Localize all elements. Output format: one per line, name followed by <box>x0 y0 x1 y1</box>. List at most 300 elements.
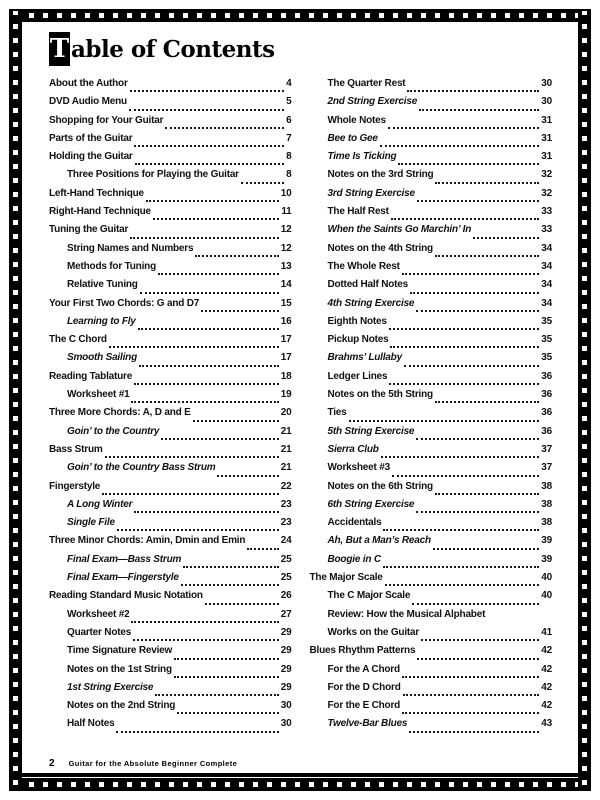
toc-entry <box>310 627 553 645</box>
toc-entry <box>49 169 292 187</box>
toc-entry-page: 33 <box>541 206 552 218</box>
toc-entry <box>49 407 292 425</box>
toc-dot-leader <box>390 346 539 348</box>
toc-entry-label: The C Chord <box>49 334 107 346</box>
toc-entry-label: The Quarter Rest <box>327 78 406 89</box>
toc-dot-leader <box>391 218 539 220</box>
toc-entry <box>310 444 553 462</box>
toc-entry <box>310 334 553 352</box>
toc-entry <box>49 243 292 261</box>
toc-entry <box>49 261 292 279</box>
toc-dot-leader <box>389 383 539 385</box>
toc-dot-leader <box>381 456 540 458</box>
toc-entry-page: 38 <box>541 480 552 492</box>
toc-entry-page: 14 <box>280 279 292 291</box>
toc-entry-label: Bee to Gee <box>327 132 378 144</box>
toc-entry <box>310 133 553 151</box>
toc-entry-label: Reading Tablature <box>49 370 133 382</box>
toc-entry-page: 30 <box>280 700 292 712</box>
toc-entry-page: 4 <box>286 78 292 89</box>
toc-dot-leader <box>435 493 539 495</box>
toc-entry-label: For the E Chord <box>327 700 401 712</box>
toc-dot-leader <box>134 383 279 385</box>
toc-dot-leader <box>412 603 539 605</box>
toc-entry-page: 23 <box>280 498 292 510</box>
toc-dot-leader <box>134 511 279 513</box>
toc-entry <box>310 279 553 297</box>
toc-entry-page: 23 <box>280 517 292 529</box>
toc-entry <box>310 609 553 627</box>
toc-entry <box>49 462 292 480</box>
toc-entry <box>49 206 292 224</box>
toc-entry-label: Notes on the 5th String <box>327 389 433 401</box>
toc-entry-page: 31 <box>541 132 552 144</box>
toc-entry <box>49 682 292 700</box>
toc-dot-leader <box>389 328 540 330</box>
film-border-bottom <box>9 778 591 791</box>
toc-entry-page: 7 <box>286 132 292 144</box>
toc-entry-label: Bass Strum <box>49 443 103 455</box>
toc-entry <box>310 169 553 187</box>
toc-entry <box>310 352 553 370</box>
toc-entry <box>310 682 553 700</box>
toc-entry-label: Goin’ to the Country <box>67 425 160 437</box>
toc-entry-label: Notes on the 4th String <box>327 242 433 254</box>
toc-entry <box>310 645 553 663</box>
toc-entry-page: 32 <box>541 187 552 199</box>
toc-entry-label: Boogie in C <box>327 553 381 565</box>
toc-dot-leader <box>183 566 279 568</box>
toc-dot-leader <box>402 712 539 714</box>
toc-dot-leader <box>102 493 279 495</box>
toc-entry-page: 18 <box>280 370 292 382</box>
toc-entry <box>310 206 553 224</box>
toc-entry <box>49 389 292 407</box>
toc-entry-page: 30 <box>280 718 292 730</box>
toc-dot-leader <box>435 182 539 184</box>
toc-entry <box>49 133 292 151</box>
toc-entry-page: 22 <box>280 480 292 492</box>
toc-entry <box>310 481 553 499</box>
page-title <box>49 32 552 66</box>
toc-entry-page: 8 <box>286 151 292 163</box>
toc-dot-leader <box>247 548 278 550</box>
toc-entry-label: Review: How the Musical Alphabet <box>327 608 486 620</box>
film-border-top <box>9 9 591 22</box>
toc-entry-label: Works on the Guitar <box>327 626 420 638</box>
toc-entry <box>310 371 553 389</box>
toc-entry-page: 21 <box>280 462 292 474</box>
toc-entry <box>49 700 292 718</box>
toc-entry-label: Ah, But a Man’s Reach <box>327 535 431 547</box>
toc-entry <box>49 444 292 462</box>
toc-entry <box>310 96 553 114</box>
content-area <box>22 22 578 778</box>
toc-entry-page: 25 <box>280 572 292 584</box>
toc-entry-page: 34 <box>541 260 552 272</box>
toc-entry-page: 36 <box>541 389 552 401</box>
toc-dot-leader <box>177 712 279 714</box>
toc-entry <box>310 517 553 535</box>
toc-entry <box>310 572 553 590</box>
toc-right-column <box>310 78 553 737</box>
film-sprocket-holes <box>582 11 587 789</box>
toc-dot-leader <box>139 365 279 367</box>
toc-dot-leader <box>138 328 279 330</box>
toc-dot-leader <box>410 292 539 294</box>
toc-entry-label: For the A Chord <box>327 663 400 675</box>
toc-entry-label: Final Exam—Fingerstyle <box>67 572 179 584</box>
toc-dot-leader <box>165 127 284 129</box>
toc-entry <box>49 554 292 572</box>
toc-entry-label: Three Positions for Playing the Guitar <box>67 169 239 181</box>
toc-dot-leader <box>193 420 279 422</box>
toc-entry <box>49 627 292 645</box>
toc-entry-page: 40 <box>541 572 552 584</box>
toc-dot-leader <box>146 200 279 202</box>
toc-entry-label: Methods for Tuning <box>67 260 156 272</box>
toc-entry-page: 10 <box>280 187 292 199</box>
toc-dot-leader <box>241 182 284 184</box>
page-footer <box>22 758 578 777</box>
toc-entry <box>310 78 553 96</box>
title-dropcap-initial: T <box>49 34 70 64</box>
toc-dot-leader <box>130 237 279 239</box>
toc-entry <box>310 554 553 572</box>
toc-entry-page: 39 <box>541 553 552 565</box>
toc-entry-page: 19 <box>280 389 292 401</box>
toc-entry <box>49 316 292 334</box>
toc-entry-page: 26 <box>280 590 292 602</box>
toc-dot-leader <box>205 603 279 605</box>
toc-entry-label: 1st String Exercise <box>67 681 154 693</box>
toc-entry-label: Quarter Notes <box>67 626 132 638</box>
toc-entry-label: Tuning the Guitar <box>49 224 129 236</box>
toc-entry-page: 29 <box>280 663 292 675</box>
film-sprocket-holes <box>13 11 18 789</box>
toc-entry <box>310 718 553 736</box>
toc-dot-leader <box>217 475 278 477</box>
toc-entry-page: 42 <box>541 681 552 693</box>
toc-entry-page: 6 <box>286 114 292 126</box>
toc-entry-label: Time Is Ticking <box>327 151 397 163</box>
toc-entry <box>310 535 553 553</box>
toc-entry-label: Worksheet #3 <box>327 462 390 474</box>
toc-left-column <box>49 78 292 737</box>
toc-entry-page: 36 <box>541 407 552 419</box>
toc-entry-page: 35 <box>541 334 552 346</box>
toc-entry-label: Sierra Club <box>327 443 379 455</box>
toc-entry-label: Blues Rhythm Patterns <box>309 645 416 657</box>
toc-dot-leader <box>161 438 278 440</box>
toc-columns <box>49 78 552 737</box>
toc-entry <box>49 151 292 169</box>
toc-entry <box>310 389 553 407</box>
toc-dot-leader <box>140 292 279 294</box>
toc-dot-leader <box>116 731 278 733</box>
toc-dot-leader <box>131 401 278 403</box>
toc-entry-label: 4th String Exercise <box>327 297 415 309</box>
toc-entry-page: 29 <box>280 626 292 638</box>
toc-dot-leader <box>388 127 539 129</box>
toc-entry-label: Right-Hand Technique <box>49 206 151 218</box>
toc-entry-label: Learning to Fly <box>67 315 136 327</box>
toc-dot-leader <box>402 676 539 678</box>
toc-entry-page: 35 <box>541 352 552 364</box>
toc-dot-leader <box>404 365 539 367</box>
toc-dot-leader <box>417 200 539 202</box>
toc-entry-label: Pickup Notes <box>327 334 389 346</box>
toc-dot-leader <box>398 163 539 165</box>
toc-entry-page: 38 <box>541 498 552 510</box>
toc-entry-label: A Long Winter <box>67 498 133 510</box>
toc-entry-page: 34 <box>541 297 552 309</box>
toc-entry <box>49 352 292 370</box>
toc-entry <box>49 590 292 608</box>
film-sprocket-holes <box>11 782 589 787</box>
toc-entry-label: For the D Chord <box>327 681 401 693</box>
toc-entry <box>310 462 553 480</box>
toc-dot-leader <box>133 639 279 641</box>
toc-entry-page: 16 <box>280 315 292 327</box>
toc-entry-label: Notes on the 2nd String <box>67 700 176 712</box>
toc-dot-leader <box>473 237 539 239</box>
toc-entry <box>49 371 292 389</box>
toc-dot-leader <box>158 273 279 275</box>
toc-entry <box>49 426 292 444</box>
toc-entry-label: 5th String Exercise <box>327 425 415 437</box>
toc-entry-page: 42 <box>541 663 552 675</box>
toc-entry <box>310 316 553 334</box>
toc-entry-page: 29 <box>280 645 292 657</box>
toc-entry <box>49 78 292 96</box>
toc-entry-label: Worksheet #2 <box>67 608 130 620</box>
toc-entry-label: Notes on the 6th String <box>327 480 433 492</box>
toc-dot-leader <box>130 90 284 92</box>
toc-entry-page: 39 <box>541 535 552 547</box>
toc-entry-page: 36 <box>541 425 552 437</box>
toc-dot-leader <box>153 218 279 220</box>
toc-dot-leader <box>380 145 540 147</box>
footer-book-title: Guitar for the Absolute Beginner Complete <box>68 759 238 768</box>
toc-entry <box>49 664 292 682</box>
toc-dot-leader <box>129 109 284 111</box>
toc-entry-page: 30 <box>541 78 552 89</box>
toc-entry-page: 34 <box>541 242 552 254</box>
toc-entry-label: Accidentals <box>327 517 382 529</box>
toc-dot-leader <box>416 310 539 312</box>
toc-entry-label: Your First Two Chords: G and D7 <box>49 297 200 309</box>
toc-entry-page: 43 <box>541 718 552 730</box>
toc-entry-label: Eighth Notes <box>327 315 387 327</box>
toc-entry <box>49 224 292 242</box>
toc-entry-page: 21 <box>280 425 292 437</box>
film-border-left <box>9 9 22 791</box>
toc-entry-label: Goin’ to the Country Bass Strum <box>67 462 216 474</box>
toc-entry-label: Brahms’ Lullaby <box>327 352 402 364</box>
toc-dot-leader <box>416 438 539 440</box>
toc-dot-leader <box>181 584 279 586</box>
toc-dot-leader <box>383 566 539 568</box>
toc-entry <box>49 96 292 114</box>
toc-entry <box>310 243 553 261</box>
toc-entry <box>310 261 553 279</box>
toc-dot-leader <box>433 548 539 550</box>
toc-entry-page: 12 <box>280 242 292 254</box>
toc-entry-label: Ties <box>327 407 347 419</box>
toc-entry-label: DVD Audio Menu <box>49 96 127 108</box>
toc-dot-leader <box>402 273 540 275</box>
toc-entry <box>310 700 553 718</box>
toc-entry <box>310 188 553 206</box>
toc-entry <box>310 115 553 133</box>
toc-entry <box>49 188 292 206</box>
toc-dot-leader <box>134 145 284 147</box>
toc-entry-label: About the Author <box>49 78 128 89</box>
toc-entry-page: 30 <box>541 96 552 108</box>
toc-entry-label: Shopping for Your Guitar <box>49 114 164 126</box>
film-border-right <box>578 9 591 791</box>
toc-entry-label: Dotted Half Notes <box>327 279 408 291</box>
toc-entry-page: 29 <box>280 681 292 693</box>
toc-entry-page: 17 <box>280 352 292 364</box>
toc-entry-page: 42 <box>541 700 552 712</box>
toc-entry-label: Three More Chords: A, D and E <box>49 407 191 419</box>
toc-entry-label: Half Notes <box>67 718 115 730</box>
toc-dot-leader <box>105 456 279 458</box>
toc-dot-leader <box>419 109 539 111</box>
toc-entry-label: Notes on the 1st String <box>67 663 172 675</box>
toc-entry-label: Left-Hand Technique <box>49 187 144 199</box>
toc-entry <box>310 499 553 517</box>
toc-entry-page: 5 <box>286 96 292 108</box>
toc-entry-label: The Half Rest <box>327 206 389 218</box>
toc-dot-leader <box>417 658 539 660</box>
toc-entry-page: 32 <box>541 169 552 181</box>
toc-entry-label: Twelve-Bar Blues <box>327 718 408 730</box>
toc-entry-page: 12 <box>280 224 292 236</box>
toc-entry-page: 8 <box>286 169 292 181</box>
toc-dot-leader <box>385 584 540 586</box>
toc-entry-label: Parts of the Guitar <box>49 132 133 144</box>
toc-entry-page: 34 <box>541 279 552 291</box>
toc-entry-page: 31 <box>541 114 552 126</box>
toc-entry-page: 41 <box>541 626 552 638</box>
toc-dot-leader <box>392 475 539 477</box>
toc-entry <box>49 499 292 517</box>
toc-entry-page: 35 <box>541 315 552 327</box>
toc-dot-leader <box>195 255 278 257</box>
toc-dot-leader <box>403 694 540 696</box>
title-text: able of Contents <box>71 35 275 63</box>
toc-entry-page: 17 <box>280 334 292 346</box>
toc-entry-page: 11 <box>281 206 292 218</box>
toc-dot-leader <box>435 255 539 257</box>
toc-dot-leader <box>174 676 279 678</box>
toc-entry <box>310 664 553 682</box>
toc-entry-label: When the Saints Go Marchin’ In <box>327 224 472 236</box>
toc-entry <box>49 609 292 627</box>
toc-entry <box>310 224 553 242</box>
toc-entry <box>310 298 553 316</box>
film-sprocket-holes <box>11 13 589 18</box>
toc-entry-label: Holding the Guitar <box>49 151 133 163</box>
toc-dot-leader <box>349 420 540 422</box>
toc-entry-page: 31 <box>541 151 552 163</box>
toc-entry <box>49 481 292 499</box>
toc-entry-page: 25 <box>280 553 292 565</box>
toc-entry-label: Time Signature Review <box>67 645 173 657</box>
toc-entry-label: Single File <box>67 517 115 529</box>
toc-dot-leader <box>109 346 279 348</box>
toc-entry <box>310 426 553 444</box>
toc-entry-label: 6th String Exercise <box>327 498 415 510</box>
toc-dot-leader <box>131 621 278 623</box>
toc-entry <box>49 279 292 297</box>
toc-entry-label: The C Major Scale <box>327 590 411 602</box>
toc-entry-page: 40 <box>541 590 552 602</box>
toc-entry <box>49 718 292 736</box>
toc-entry-label: Final Exam—Bass Strum <box>67 553 182 565</box>
toc-entry-label: Three Minor Chords: Amin, Dmin and Emin <box>49 535 246 547</box>
toc-dot-leader <box>135 163 285 165</box>
toc-dot-leader <box>383 529 539 531</box>
toc-entry-label: 3rd String Exercise <box>327 187 415 199</box>
toc-dot-leader <box>435 401 539 403</box>
toc-entry <box>310 407 553 425</box>
toc-entry-label: Ledger Lines <box>327 370 388 382</box>
toc-dot-leader <box>155 694 279 696</box>
toc-entry-page: 27 <box>280 608 292 620</box>
toc-entry <box>49 517 292 535</box>
footer-page-number: 2 <box>49 758 55 769</box>
toc-entry-label: The Major Scale <box>309 572 383 584</box>
toc-entry-label: Notes on the 3rd String <box>327 169 434 181</box>
toc-entry-label: Smooth Sailing <box>67 352 137 364</box>
toc-entry <box>49 115 292 133</box>
toc-dot-leader <box>117 529 279 531</box>
toc-entry-page: 37 <box>541 443 552 455</box>
toc-entry <box>49 298 292 316</box>
toc-entry <box>49 572 292 590</box>
toc-entry-label: Relative Tuning <box>67 279 138 291</box>
toc-entry <box>310 151 553 169</box>
toc-entry-page: 38 <box>541 517 552 529</box>
toc-entry-label: 2nd String Exercise <box>327 96 418 108</box>
toc-dot-leader <box>174 658 279 660</box>
toc-entry-label: String Names and Numbers <box>67 242 194 254</box>
toc-entry-page: 13 <box>280 260 292 272</box>
toc-dot-leader <box>201 310 279 312</box>
toc-entry-page: 42 <box>541 645 552 657</box>
toc-entry-page: 20 <box>280 407 292 419</box>
toc-dot-leader <box>407 90 539 92</box>
toc-entry-label: Whole Notes <box>327 114 386 126</box>
toc-entry <box>49 334 292 352</box>
toc-entry-page: 36 <box>541 370 552 382</box>
toc-entry-page: 33 <box>541 224 552 236</box>
toc-entry-page: 15 <box>280 297 292 309</box>
toc-dot-leader <box>416 511 539 513</box>
toc-entry-page: 37 <box>541 462 552 474</box>
toc-dot-leader <box>409 731 539 733</box>
toc-dot-leader <box>421 639 539 641</box>
toc-entry <box>310 590 553 608</box>
toc-entry <box>49 535 292 553</box>
toc-entry <box>49 645 292 663</box>
toc-entry-label: Fingerstyle <box>49 480 101 492</box>
toc-entry-label: Reading Standard Music Notation <box>49 590 203 602</box>
